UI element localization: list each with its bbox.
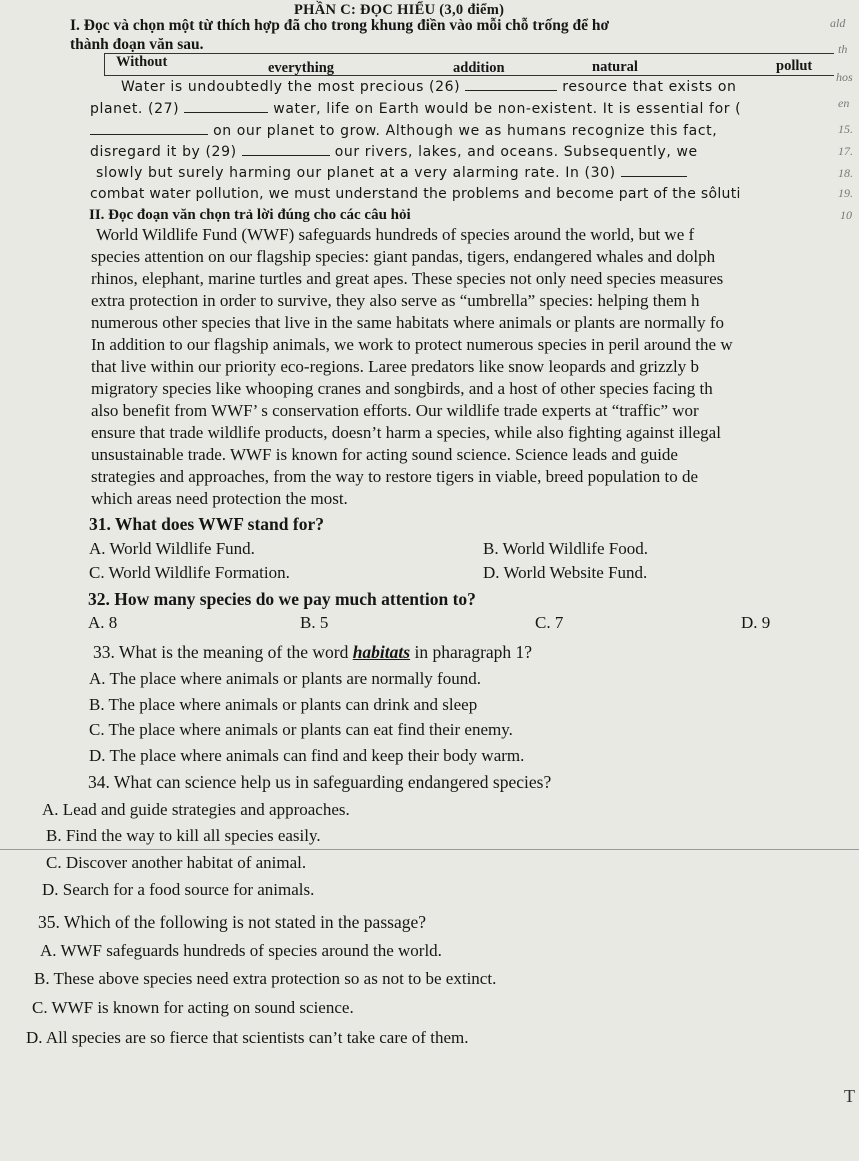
option-35a[interactable]: A. WWF safeguards hundreds of species around the world. xyxy=(40,941,442,960)
passage-line: World Wildlife Fund (WWF) safeguards hundreds of species around the world, but we f xyxy=(96,225,695,244)
passage-line: ensure that trade wildlife products, doesn’t harm a species, while also fighting against illegal xyxy=(91,423,721,442)
blank-26[interactable] xyxy=(465,78,557,91)
blank-27[interactable] xyxy=(184,100,268,113)
part1-line: disregard it by (29) our rivers, lakes, and oceans. Subsequently, we xyxy=(90,144,698,160)
page-marker: T xyxy=(844,1086,855,1106)
section-title: PHẦN C: ĐỌC HIỂU (3,0 điểm) xyxy=(294,2,505,18)
passage-line: also benefit from WWF’ s conservation efforts. Our wildlife trade experts at “traffic” wor xyxy=(91,401,699,420)
question-34: 34. What can science help us in safeguarding endangered species? xyxy=(88,772,552,792)
option-33d[interactable]: D. The place where animals can find and keep their body warm. xyxy=(89,746,525,765)
option-31d[interactable]: D. World Website Fund. xyxy=(483,563,648,582)
word-box-item: pollut xyxy=(776,58,813,74)
word-box-left-border xyxy=(104,53,105,75)
margin-note: en xyxy=(838,96,850,110)
margin-note: 18. xyxy=(838,166,853,180)
word-box-item: Without xyxy=(116,54,168,70)
blank-29[interactable] xyxy=(242,143,330,156)
word-box-item: everything xyxy=(268,60,335,76)
part1-line: Water is undoubtedly the most precious (26) resource that exists on xyxy=(121,79,737,95)
option-33b[interactable]: B. The place where animals or plants can drink and sleep xyxy=(89,695,478,714)
passage-line: strategies and approaches, from the way to restore tigers in viable, breed population to de xyxy=(91,467,699,486)
option-31c[interactable]: C. World Wildlife Formation. xyxy=(89,563,290,582)
part1-line: slowly but surely harming our planet at a very alarming rate. In (30) xyxy=(96,164,687,181)
question-32: 32. How many species do we pay much attention to? xyxy=(88,589,476,609)
option-32b[interactable]: B. 5 xyxy=(300,613,329,632)
option-31b[interactable]: B. World Wildlife Food. xyxy=(483,539,648,558)
passage-line: species attention on our flagship species: giant pandas, tigers, endangered whales and dolph xyxy=(91,247,716,266)
option-32a[interactable]: A. 8 xyxy=(88,613,118,632)
question-31: 31. What does WWF stand for? xyxy=(89,514,324,534)
option-34c[interactable]: C. Discover another habitat of animal. xyxy=(46,853,307,872)
option-32c[interactable]: C. 7 xyxy=(535,613,564,632)
option-35d[interactable]: D. All species are so fierce that scientists can’t take care of them. xyxy=(26,1028,469,1047)
question-33: 33. What is the meaning of the word habitats in pharagraph 1? xyxy=(93,642,533,662)
margin-note: 17. xyxy=(838,144,853,158)
passage-line: which areas need protection the most. xyxy=(91,489,348,508)
passage-line: In addition to our flagship animals, we work to protect numerous species in peril around the w xyxy=(91,335,733,354)
margin-note: 15. xyxy=(838,122,853,136)
question-35: 35. Which of the following is not stated in the passage? xyxy=(38,912,426,932)
option-32d[interactable]: D. 9 xyxy=(741,613,771,632)
option-34d[interactable]: D. Search for a food source for animals. xyxy=(42,880,315,899)
passage-line: numerous other species that live in the same habitats where animals or plants are normally fo xyxy=(91,313,725,332)
margin-note: th xyxy=(838,42,848,56)
passage-line: extra protection in order to survive, they also serve as “umbrella” species: helping them h xyxy=(91,291,700,310)
blank-28[interactable] xyxy=(90,122,208,135)
margin-note: 10 xyxy=(840,208,852,222)
passage-line: that live within our priority eco-regions. Laree predators like snow leopards and grizzly b xyxy=(91,357,700,376)
part2-heading: II. Đọc đoạn văn chọn trả lời đúng cho các câu hỏi xyxy=(89,207,411,223)
margin-note: hos xyxy=(836,70,853,84)
passage-line: unsustainable trade. WWF is known for acting sound science. Science leads and guide xyxy=(91,445,678,464)
word-box-top-border xyxy=(104,53,834,54)
word-box-item: natural xyxy=(592,59,638,75)
passage-line: rhinos, elephant, marine turtles and great apes. These species not only need species measures xyxy=(91,269,724,288)
blank-30[interactable] xyxy=(621,164,687,177)
margin-note: ald xyxy=(830,16,846,30)
margin-note: 19. xyxy=(838,186,853,200)
paper-fold-line xyxy=(0,849,859,850)
option-33a[interactable]: A. The place where animals or plants are normally found. xyxy=(89,669,481,688)
passage-line: migratory species like whooping cranes and songbirds, and a host of other species facing th xyxy=(91,379,713,398)
part1-instruction-line2: thành đoạn văn sau. xyxy=(70,36,204,53)
option-33c[interactable]: C. The place where animals or plants can eat find their enemy. xyxy=(89,720,513,739)
word-box-item: addition xyxy=(453,60,505,76)
option-34a[interactable]: A. Lead and guide strategies and approaches. xyxy=(42,800,350,819)
part1-instruction-line1: I. Đọc và chọn một từ thích hợp đã cho trong khung điền vào mỗi chỗ trống để hơ xyxy=(70,17,610,34)
option-35c[interactable]: C. WWF is known for acting on sound science. xyxy=(32,998,354,1017)
part1-line: on our planet to grow. Although we as humans recognize this fact, xyxy=(90,122,717,139)
option-31a[interactable]: A. World Wildlife Fund. xyxy=(89,539,255,558)
option-34b[interactable]: B. Find the way to kill all species easily. xyxy=(46,826,321,845)
highlighted-word: habitats xyxy=(352,642,411,662)
part1-line: combat water pollution, we must understand the problems and become part of the sôluti xyxy=(90,186,741,202)
part1-line: planet. (27) water, life on Earth would be non-existent. It is essential for ( xyxy=(90,101,742,117)
option-35b[interactable]: B. These above species need extra protection so as not to be extinct. xyxy=(34,969,497,988)
